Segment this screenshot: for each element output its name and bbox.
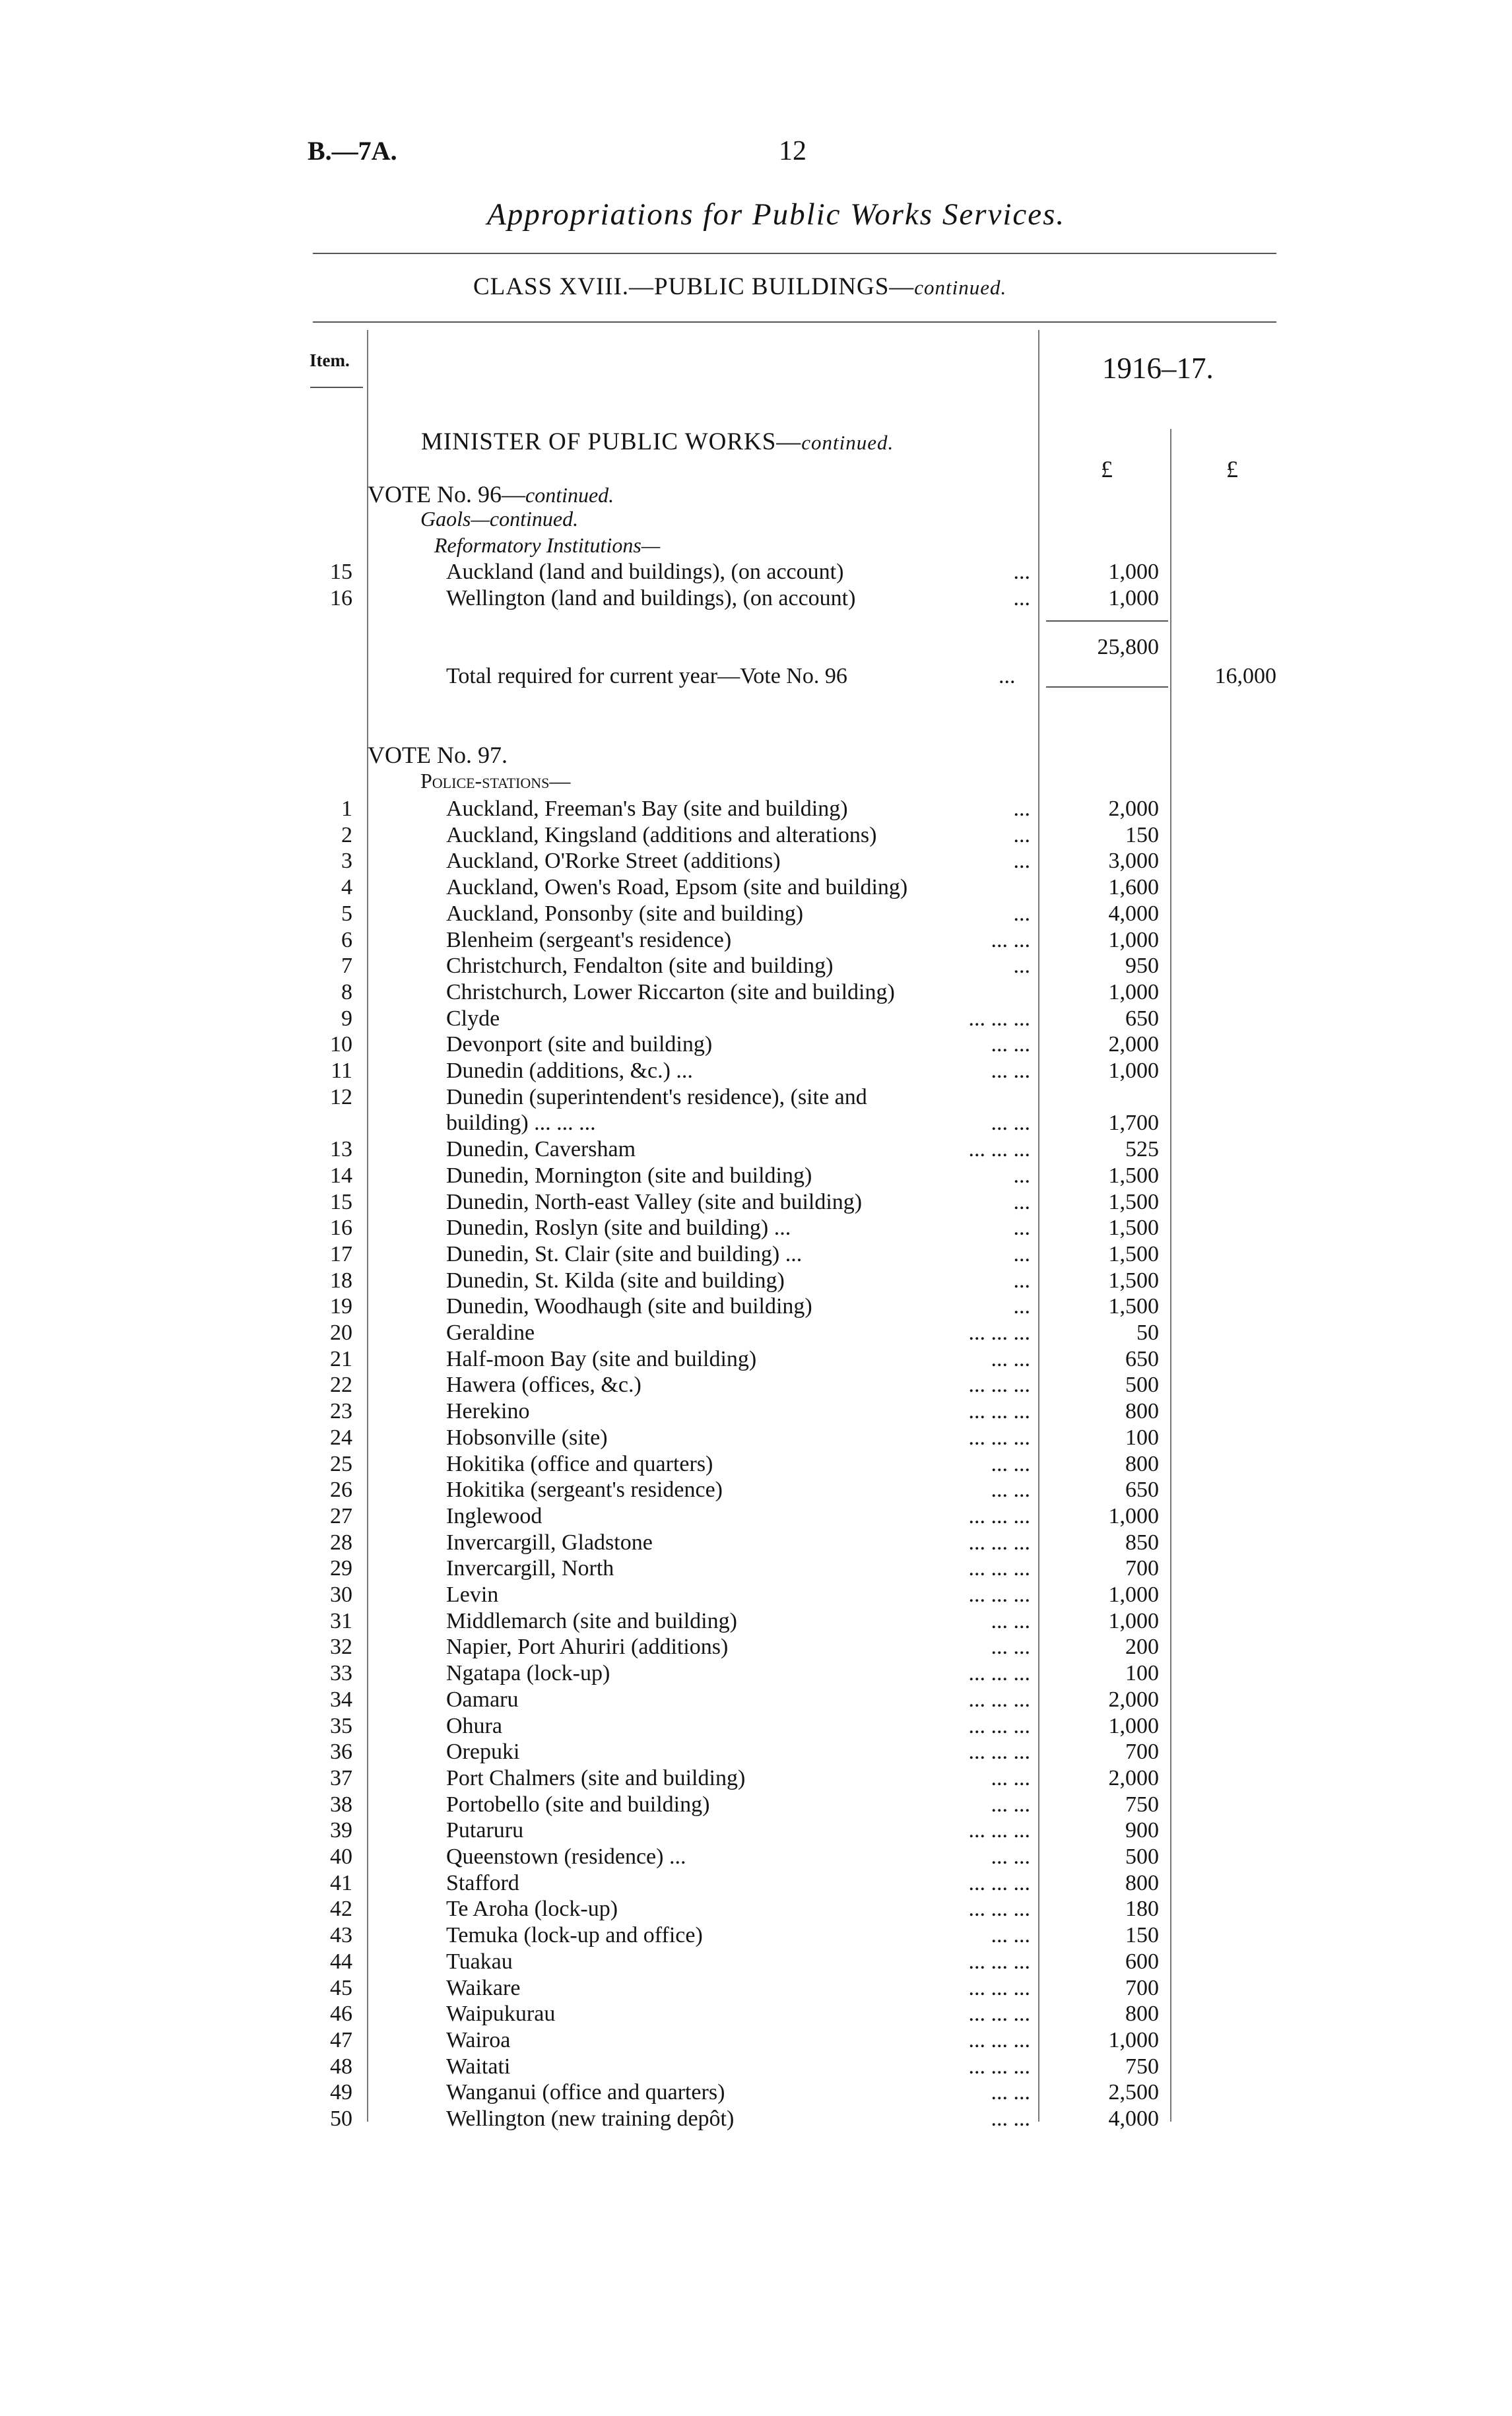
item-description: Auckland, O'Rorke Street (additions): [446, 849, 781, 874]
item-amount: 1,500: [1108, 1216, 1159, 1241]
minister-heading-main: MINISTER OF PUBLIC WORKS—: [421, 428, 802, 455]
item-amount: 2,000: [1108, 797, 1159, 821]
item-amount: 1,700: [1108, 1111, 1159, 1136]
item-amount: 1,000: [1108, 1608, 1159, 1633]
item-description: Hawera (offices, &c.): [446, 1373, 641, 1398]
list-item: [0, 1844, 1512, 1870]
item-number: 49: [330, 2080, 352, 2105]
leader-dots: ... ... ...: [968, 2027, 1030, 2052]
item-number: 38: [330, 1792, 352, 1817]
item-amount: 150: [1125, 822, 1159, 847]
list-item: [0, 848, 1512, 874]
list-item: [0, 1346, 1512, 1373]
item-number: 32: [330, 1635, 352, 1660]
item-amount: 100: [1125, 1661, 1159, 1686]
item-description: Dunedin, Mornington (site and building): [446, 1163, 812, 1188]
leader-dots: ... ...: [991, 1478, 1030, 1503]
item-number: 13: [330, 1137, 352, 1162]
list-item: [0, 1215, 1512, 1241]
list-item: [0, 585, 1512, 612]
item-amount: 800: [1125, 1870, 1159, 1895]
leader-dots: ... ...: [991, 1792, 1030, 1817]
leader-dots: ...: [1013, 560, 1030, 584]
item-description: Dunedin, St. Clair (site and building) ...: [446, 1241, 803, 1266]
item-number: 36: [330, 1740, 352, 1765]
item-number: 40: [330, 1845, 352, 1869]
item-amount: 650: [1125, 1006, 1159, 1031]
item-amount: 1,000: [1108, 586, 1159, 610]
item-number: 16: [330, 1216, 352, 1241]
list-item: [0, 1896, 1512, 1922]
list-item: [0, 901, 1512, 927]
item-amount: 1,000: [1108, 1583, 1159, 1607]
item-amount: 800: [1125, 2002, 1159, 2027]
class-heading-continued: continued.: [914, 276, 1007, 299]
minister-heading-continued: continued.: [801, 431, 894, 454]
item-amount: 1,500: [1108, 1163, 1159, 1188]
leader-dots: ... ... ...: [968, 1556, 1030, 1581]
item-amount: 1,000: [1108, 1713, 1159, 1738]
item-amount: 4,000: [1108, 901, 1159, 926]
item-description: Waipukurau: [446, 2002, 556, 2027]
item-description: Hobsonville (site): [446, 1425, 608, 1450]
item-description: Napier, Port Ahuriri (additions): [446, 1635, 729, 1660]
list-item: [0, 2054, 1512, 2080]
item-description: Hokitika (sergeant's residence): [446, 1478, 723, 1503]
leader-dots: ...: [1013, 1163, 1030, 1188]
item-description: Te Aroha (lock-up): [446, 1897, 618, 1922]
item-amount: 1,000: [1108, 927, 1159, 952]
list-item: [0, 1241, 1512, 1268]
class-heading-main: CLASS XVIII.—PUBLIC BUILDINGS—: [473, 273, 915, 300]
item-number: 7: [341, 954, 352, 979]
item-number: 17: [330, 1241, 352, 1266]
leader-dots: ...: [1013, 1268, 1030, 1293]
item-amount: 1,600: [1108, 875, 1159, 900]
item-number: 34: [330, 1687, 352, 1712]
page-title: Appropriations for Public Works Services.: [487, 197, 1066, 232]
page-number: 12: [779, 136, 806, 166]
leader-dots: ... ... ...: [968, 1897, 1030, 1922]
vote96-total-previous: 16,000: [1214, 664, 1276, 688]
leader-dots: ... ... ...: [968, 1713, 1030, 1738]
item-amount: 500: [1125, 1373, 1159, 1398]
leader-dots: ... ... ...: [968, 1870, 1030, 1895]
item-description: Ngatapa (lock-up): [446, 1661, 610, 1686]
item-number: 48: [330, 2054, 352, 2079]
list-item: [0, 1084, 1512, 1111]
item-description: Levin: [446, 1583, 499, 1607]
item-amount: 1,000: [1108, 560, 1159, 584]
item-description: Invercargill, North: [446, 1556, 614, 1581]
leader-dots: ... ...: [991, 1032, 1030, 1057]
item-number: 9: [341, 1006, 352, 1031]
item-amount: 1,000: [1108, 979, 1159, 1004]
item-description: Dunedin (superintendent's residence), (site and: [446, 1084, 867, 1109]
item-number: 11: [331, 1059, 352, 1083]
item-description: Auckland, Kingsland (additions and alterations): [446, 822, 877, 847]
item-number: 24: [330, 1425, 352, 1450]
item-number: 27: [330, 1503, 352, 1528]
item-number: 43: [330, 1923, 352, 1948]
list-item: [0, 1530, 1512, 1556]
currency-header-current: £: [1101, 456, 1113, 482]
list-item: [0, 1320, 1512, 1346]
list-item: [0, 1058, 1512, 1084]
item-description: Wellington (land and buildings), (on account): [446, 586, 856, 610]
item-amount: 1,500: [1108, 1294, 1159, 1319]
leader-dots: ... ...: [991, 1845, 1030, 1869]
leader-dots: ... ...: [991, 1451, 1030, 1476]
list-item: [0, 1713, 1512, 1740]
item-description: building) ... ... ...: [446, 1111, 596, 1136]
item-amount: 650: [1125, 1478, 1159, 1503]
list-item: [0, 2106, 1512, 2132]
item-description: Invercargill, Gladstone: [446, 1530, 653, 1555]
item-amount: 700: [1125, 1975, 1159, 2000]
vote96-total-rule: [1046, 686, 1168, 688]
item-number: 30: [330, 1583, 352, 1607]
item-number: 14: [330, 1163, 352, 1188]
item-amount: 200: [1125, 1635, 1159, 1660]
item-number: 31: [330, 1608, 352, 1633]
item-number: 16: [330, 586, 352, 610]
leader-dots: ... ...: [991, 2080, 1030, 2105]
list-item: [0, 1817, 1512, 1844]
item-description: Putaruru: [446, 1818, 524, 1843]
item-number: 8: [341, 979, 352, 1004]
list-item: [0, 874, 1512, 901]
list-item: [0, 1398, 1512, 1425]
item-amount: 1,500: [1108, 1241, 1159, 1266]
leader-dots: ...: [1013, 822, 1030, 847]
leader-dots: ...: [1013, 1241, 1030, 1266]
list-item: [0, 2001, 1512, 2027]
item-amount: 1,500: [1108, 1268, 1159, 1293]
item-number: 10: [330, 1032, 352, 1057]
leader-dots: ... ... ...: [968, 1818, 1030, 1843]
vote97-heading: VOTE No. 97.: [368, 742, 508, 768]
gaols-subheading: Gaols—continued.: [420, 507, 579, 531]
list-item: [0, 1975, 1512, 2002]
item-number: 46: [330, 2002, 352, 2027]
leader-dots: ...: [1013, 1189, 1030, 1214]
item-number: 44: [330, 1949, 352, 1974]
item-amount: 50: [1136, 1321, 1159, 1345]
item-description: Clyde: [446, 1006, 500, 1031]
leader-dots: ... ... ...: [968, 1949, 1030, 1974]
list-item: [0, 1268, 1512, 1294]
item-number: 15: [330, 1189, 352, 1214]
item-number: 35: [330, 1713, 352, 1738]
leader-dots: ... ... ...: [968, 1583, 1030, 1607]
item-description: Stafford: [446, 1870, 519, 1895]
vote96-total-dots: ...: [999, 664, 1016, 688]
year-column-header: 1916–17.: [1102, 352, 1214, 385]
item-amount: 150: [1125, 1923, 1159, 1948]
leader-dots: ...: [1013, 1216, 1030, 1241]
list-item: [0, 1451, 1512, 1478]
item-amount: 950: [1125, 954, 1159, 979]
item-amount: 1,000: [1108, 1503, 1159, 1528]
item-amount: 1,000: [1108, 1059, 1159, 1083]
list-item: [0, 1739, 1512, 1765]
item-amount: 2,000: [1108, 1032, 1159, 1057]
item-number: 4: [341, 875, 352, 900]
item-amount: 700: [1125, 1556, 1159, 1581]
item-description: Auckland, Owen's Road, Epsom (site and building): [446, 875, 908, 900]
leader-dots: ... ... ...: [968, 1503, 1030, 1528]
list-item: [0, 1634, 1512, 1660]
item-number: 21: [330, 1346, 352, 1371]
leader-dots: ... ... ...: [968, 1687, 1030, 1712]
leader-dots: ... ...: [991, 1765, 1030, 1790]
item-description: Inglewood: [446, 1503, 542, 1528]
list-item: [0, 1660, 1512, 1687]
document-reference: B.—7A.: [308, 136, 397, 166]
vote96-subtotal-rule: [1046, 620, 1168, 622]
item-number: 22: [330, 1373, 352, 1398]
item-amount: 700: [1125, 1740, 1159, 1765]
list-item: [0, 1555, 1512, 1582]
item-amount: 4,000: [1108, 2106, 1159, 2131]
list-item: [0, 1372, 1512, 1398]
item-number: 39: [330, 1818, 352, 1843]
item-number: 6: [341, 927, 352, 952]
item-number: 3: [341, 849, 352, 874]
item-description: Waitati: [446, 2054, 511, 2079]
item-description: Portobello (site and building): [446, 1792, 710, 1817]
leader-dots: ... ... ...: [968, 1740, 1030, 1765]
item-description: Tuakau: [446, 1949, 513, 1974]
list-item: [0, 1582, 1512, 1608]
item-description: Devonport (site and building): [446, 1032, 713, 1057]
leader-dots: ... ...: [991, 1059, 1030, 1083]
item-amount: 180: [1125, 1897, 1159, 1922]
list-item: [0, 1687, 1512, 1713]
header-rule-top: [313, 253, 1276, 254]
leader-dots: ... ...: [991, 1346, 1030, 1371]
list-item: [0, 2079, 1512, 2106]
item-amount: 3,000: [1108, 849, 1159, 874]
leader-dots: ...: [1013, 1294, 1030, 1319]
item-description: Hokitika (office and quarters): [446, 1451, 713, 1476]
list-item: [0, 559, 1512, 585]
currency-header-previous: £: [1226, 456, 1238, 482]
list-item: [0, 1163, 1512, 1189]
item-amount: 1,500: [1108, 1189, 1159, 1214]
leader-dots: ...: [1013, 586, 1030, 610]
item-number: 47: [330, 2027, 352, 2052]
leader-dots: ... ... ...: [968, 1661, 1030, 1686]
item-header-underline: [310, 387, 363, 388]
list-item: [0, 822, 1512, 849]
list-item: [0, 1477, 1512, 1503]
item-description: Dunedin, North-east Valley (site and building): [446, 1189, 863, 1214]
item-description: Dunedin (additions, &c.) ...: [446, 1059, 693, 1083]
item-number: 20: [330, 1321, 352, 1345]
leader-dots: ...: [1013, 954, 1030, 979]
item-amount: 1,000: [1108, 2027, 1159, 2052]
list-item: [0, 1792, 1512, 1818]
item-number: 25: [330, 1451, 352, 1476]
list-item: [0, 1189, 1512, 1216]
item-description: Wellington (new training depôt): [446, 2106, 735, 2131]
item-amount: 600: [1125, 1949, 1159, 1974]
list-item: [0, 1031, 1512, 1058]
item-number: 12: [330, 1084, 352, 1109]
leader-dots: ... ... ...: [968, 1975, 1030, 2000]
item-description: Port Chalmers (site and building): [446, 1765, 746, 1790]
item-amount: 750: [1125, 1792, 1159, 1817]
item-description: Dunedin, Roslyn (site and building) ...: [446, 1216, 791, 1241]
list-item: [0, 1870, 1512, 1897]
item-description: Middlemarch (site and building): [446, 1608, 737, 1633]
list-item: [0, 1136, 1512, 1163]
item-number: 18: [330, 1268, 352, 1293]
leader-dots: ... ... ...: [968, 2054, 1030, 2079]
leader-dots: ... ...: [991, 927, 1030, 952]
item-amount: 500: [1125, 1845, 1159, 1869]
item-description: Temuka (lock-up and office): [446, 1923, 703, 1948]
item-description: Dunedin, Caversham: [446, 1137, 636, 1162]
header-rule-bottom: [313, 321, 1276, 323]
leader-dots: ... ... ...: [968, 1530, 1030, 1555]
item-number: 50: [330, 2106, 352, 2131]
item-number: 23: [330, 1399, 352, 1424]
reformatory-subheading: Reformatory Institutions—: [434, 533, 661, 557]
leader-dots: ... ... ...: [968, 1006, 1030, 1031]
item-description: Oamaru: [446, 1687, 519, 1712]
leader-dots: ...: [1013, 849, 1030, 874]
item-number: 5: [341, 901, 352, 926]
item-amount: 2,500: [1108, 2080, 1159, 2105]
item-description: Wanganui (office and quarters): [446, 2080, 725, 2105]
item-number: 15: [330, 560, 352, 584]
item-description: Blenheim (sergeant's residence): [446, 927, 732, 952]
leader-dots: ... ... ...: [968, 1373, 1030, 1398]
item-description: Half-moon Bay (site and building): [446, 1346, 757, 1371]
list-item: [0, 1425, 1512, 1451]
list-item: [0, 927, 1512, 954]
item-description: Auckland, Ponsonby (site and building): [446, 901, 804, 926]
item-number: 33: [330, 1661, 352, 1686]
item-number: 42: [330, 1897, 352, 1922]
list-item: [0, 1949, 1512, 1975]
item-description: Christchurch, Lower Riccarton (site and building): [446, 979, 895, 1004]
item-amount: 800: [1125, 1451, 1159, 1476]
list-item: [0, 1503, 1512, 1530]
leader-dots: ... ... ...: [968, 1425, 1030, 1450]
item-number: 37: [330, 1765, 352, 1790]
item-amount: 650: [1125, 1346, 1159, 1371]
item-description: Queenstown (residence) ...: [446, 1845, 686, 1869]
item-amount: 2,000: [1108, 1687, 1159, 1712]
list-item: [0, 1608, 1512, 1635]
item-number: 26: [330, 1478, 352, 1503]
item-description: Herekino: [446, 1399, 530, 1424]
item-amount: 750: [1125, 2054, 1159, 2079]
item-description: Orepuki: [446, 1740, 520, 1765]
item-description: Ohura: [446, 1713, 502, 1738]
vote96-heading: [368, 480, 614, 508]
item-amount: 525: [1125, 1137, 1159, 1162]
item-description: Wairoa: [446, 2027, 511, 2052]
leader-dots: ...: [1013, 901, 1030, 926]
item-description: Auckland (land and buildings), (on account): [446, 560, 844, 584]
item-number: 45: [330, 1975, 352, 2000]
item-number: 28: [330, 1530, 352, 1555]
leader-dots: ... ...: [991, 1923, 1030, 1948]
police-stations-subheading: Police-stations—: [420, 769, 571, 793]
leader-dots: ... ...: [991, 1608, 1030, 1633]
item-amount: 2,000: [1108, 1765, 1159, 1790]
leader-dots: ... ...: [991, 1111, 1030, 1136]
item-description: Dunedin, St. Kilda (site and building): [446, 1268, 785, 1293]
vote96-subtotal: 25,800: [1097, 635, 1159, 659]
list-item: [0, 1110, 1512, 1136]
list-item: [0, 1006, 1512, 1032]
item-description: Waikare: [446, 1975, 521, 2000]
item-column-header: Item.: [310, 350, 350, 370]
list-item: [0, 979, 1512, 1006]
item-number: 41: [330, 1870, 352, 1895]
list-item: [0, 1922, 1512, 1949]
item-number: 2: [341, 822, 352, 847]
leader-dots: ... ... ...: [968, 1399, 1030, 1424]
list-item: [0, 953, 1512, 979]
item-description: Geraldine: [446, 1321, 535, 1345]
item-amount: 850: [1125, 1530, 1159, 1555]
item-number: 19: [330, 1294, 352, 1319]
item-number: 1: [341, 797, 352, 821]
leader-dots: ... ...: [991, 1635, 1030, 1660]
item-amount: 800: [1125, 1399, 1159, 1424]
leader-dots: ... ... ...: [968, 1321, 1030, 1345]
list-item: [0, 796, 1512, 822]
item-description: Dunedin, Woodhaugh (site and building): [446, 1294, 812, 1319]
leader-dots: ... ... ...: [968, 2002, 1030, 2027]
minister-heading: [421, 428, 894, 456]
leader-dots: ... ...: [991, 2106, 1030, 2131]
vote96-total-label: Total required for current year—Vote No. 96: [446, 664, 847, 688]
item-amount: 900: [1125, 1818, 1159, 1843]
item-number: 29: [330, 1556, 352, 1581]
item-amount: 100: [1125, 1425, 1159, 1450]
list-item: [0, 1293, 1512, 1320]
leader-dots: ... ... ...: [968, 1137, 1030, 1162]
list-item: [0, 1765, 1512, 1792]
leader-dots: ...: [1013, 797, 1030, 821]
vote96-heading-main: VOTE No. 96—: [368, 481, 525, 507]
class-heading: [473, 273, 1006, 301]
item-description: Auckland, Freeman's Bay (site and building): [446, 797, 848, 821]
item-description: Christchurch, Fendalton (site and building): [446, 954, 834, 979]
list-item: [0, 2027, 1512, 2054]
vote96-heading-continued: continued.: [525, 483, 614, 507]
